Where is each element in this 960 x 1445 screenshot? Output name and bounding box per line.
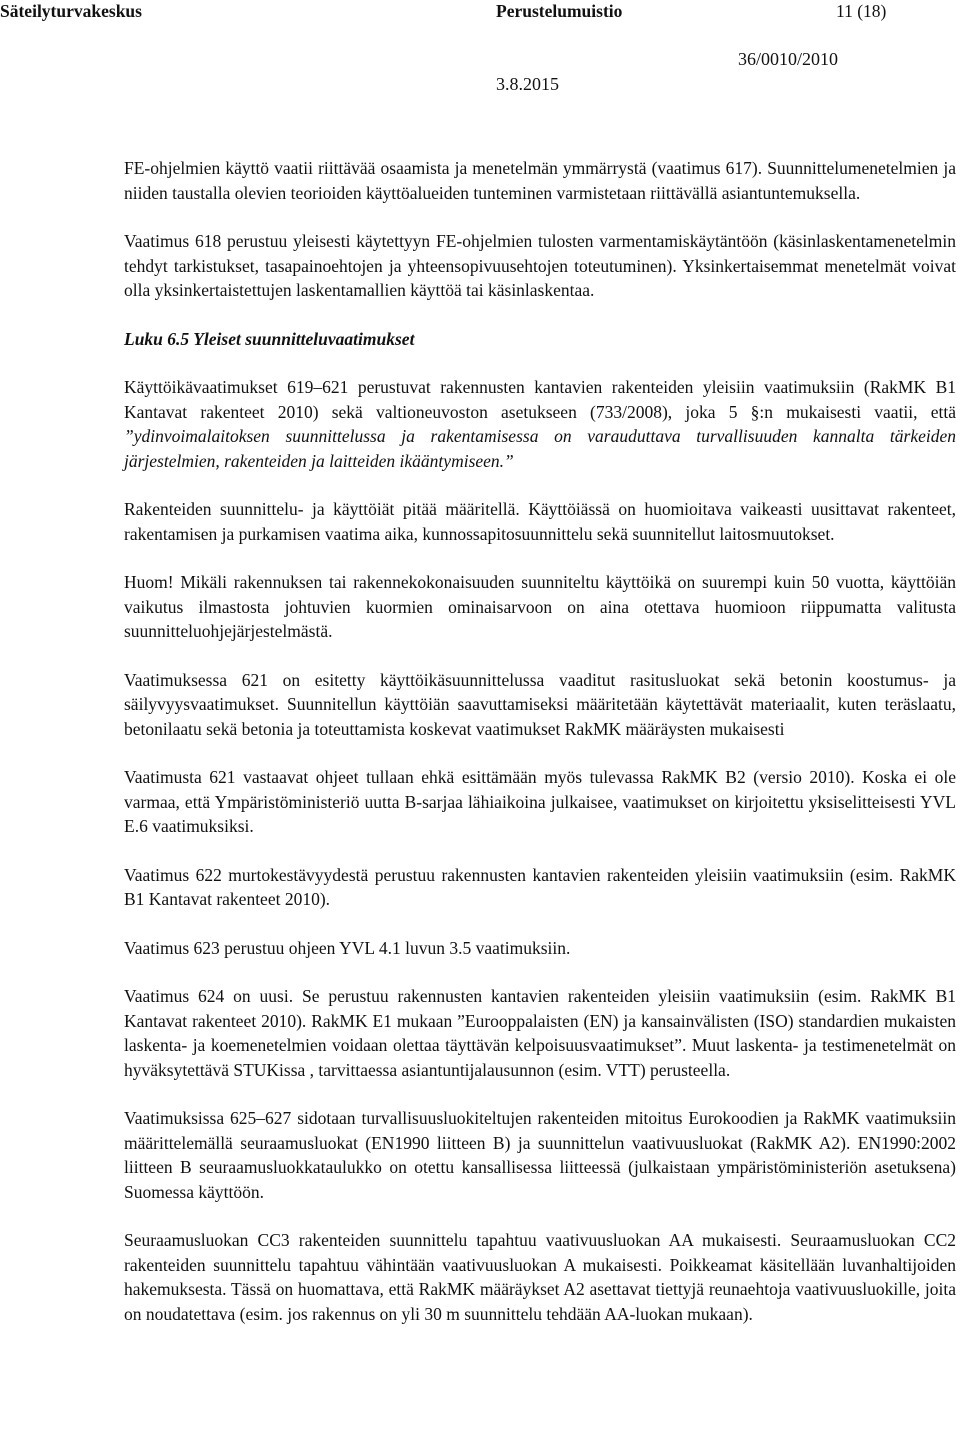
document-body <box>124 156 956 1326</box>
paragraph: FE-ohjelmien käyttö vaatii riittävää osaamista ja menetelmän ymmärrystä (vaatimus 617). Suunnittelumenetelmien ja niiden taustalla olevien teorioiden käyttöalueiden tunteminen varmistetaan riittävällä asiantuntemuksella. <box>124 158 956 203</box>
paragraph-text: Käyttöikävaatimukset 619–621 perustuvat rakennusten kantavien rakenteiden yleisiin vaatimuksiin (RakMK B1 Kantavat rakenteet 2010) sekä valtioneuvoston asetukseen (733/2008), joka 5 §:n mukaisesti vaatii, että <box>124 377 956 422</box>
section-heading: Luku 6.5 Yleiset suunnitteluvaatimukset <box>124 328 415 349</box>
page-number: 11 (18) <box>836 1 887 21</box>
paragraph: Huom! Mikäli rakennuksen tai rakennekokonaisuuden suunniteltu käyttöikä on suurempi kuin 50 vuotta, käyttöiän vaikutus ilmastosta johtuvien kuormien ominaisarvoon on aina otettava huomioon riippumatta valitusta suunnitteluohjejärjestelmästä. <box>124 572 956 641</box>
paragraph: Rakenteiden suunnittelu- ja käyttöiät pitää määritellä. Käyttöiässä on huomioitava vaikeasti uusittavat rakenteet, rakentamisen ja purkamisen vaatima aika, kunnossapitosuunnittelu sekä suunnitellut laitosmuutokset. <box>124 499 956 544</box>
document-number: 36/0010/2010 <box>738 49 839 69</box>
paragraph: Vaatimusta 621 vastaavat ohjeet tullaan ehkä esittämään myös tulevassa RakMK B2 (versio 2010). Koska ei ole varmaa, että Ympäristöministeriö uutta B-sarjaa lähiaikoina julkaisee, vaatimukset on kirjoitettu yksiselitteisesti YVL E.6 vaatimuksiksi. <box>124 767 956 836</box>
paragraph: Seuraamusluokan CC3 rakenteiden suunnittelu tapahtuu vaativuusluokan AA mukaisesti. Seuraamusluokan CC2 rakenteiden suunnittelu tapahtuu vähintään vaativuusluokan A mukaisesti. Poikkeamat käsitellään luvanhaltijoiden hakemuksesta. Tässä on huomattava, että RakMK määräykset A2 asettavat tiettyjä reunaehtoja vaativuusluokille, joita on noudatettava (esim. jos rakennus on yli 30 m suunnittelu tehdään AA-luokan mukaan). <box>124 1230 956 1324</box>
organization-name: Säteilyturvakeskus <box>0 1 142 21</box>
paragraph: Vaatimus 622 murtokestävyydestä perustuu rakennusten kantavien rakenteiden yleisiin vaatimuksiin (esim. RakMK B1 Kantavat rakenteet 2010). <box>124 864 956 909</box>
paragraph: Vaatimuksessa 621 on esitetty käyttöikäsuunnittelussa vaaditut rasitusluokat sekä betonin koostumus- ja säilyvyysvaatimukset. Suunnitellun käyttöiän saavuttamiseksi määritetään käytettävät materiaalit, kuten teräslaatu, betonilaatu sekä betonia ja toteuttamista koskevat vaatimukset RakMK määräysten mukaisesti <box>124 669 956 739</box>
paragraph: Vaatimus 624 on uusi. Se perustuu rakennusten kantavien rakenteiden yleisiin vaatimuksiin (esim. RakMK B1 Kantavat rakenteet 2010). RakMK E1 mukaan ”Eurooppalaisten (EN) ja kansainvälisten (ISO) standardien mukaisten laskenta- ja koemenetelmien voidaan olettaa täyttävän kelpoisuusvaatimukset”. Muut laskenta- ja testimenetelmät on hyväksytettävä STUKissa , tarvittaessa asiantuntijalausunnon (esim. VTT) perusteella. <box>124 986 956 1080</box>
document-date: 3.8.2015 <box>496 74 559 94</box>
paragraph: Vaatimuksissa 625–627 sidotaan turvallisuusluokiteltujen rakenteiden mitoitus Eurokoodien ja RakMK vaatimuksiin määrittelemällä seuraamusluokat (EN1990 liitteen B) ja suunnittelun vaativuusluokat (RakMK A2). EN1990:2002 liitteen B seuraamusluokkataulukko on otettu kansallisessa liitteessä (julkaistaan ympäristöministeriön asetuksena) Suomessa käyttöön. <box>124 1108 956 1202</box>
paragraph <box>124 375 956 473</box>
paragraph: Vaatimus 618 perustuu yleisesti käytettyyn FE-ohjelmien tulosten varmentamiskäytäntöön (käsinlaskentamenetelmin tehdyt tarkistukset, tasapainoehtojen ja yhteensopivuusehtojen toteutuminen). Yksinkertaisemmat menetelmät voivat olla yksinkertaistettujen laskentamallien käyttöä tai käsinlaskentaa. <box>124 231 956 300</box>
quotation: ”ydinvoimalaitoksen suunnittelussa ja rakentamisessa on varauduttava turvallisuuden kannalta tärkeiden järjestelmien, rakenteiden ja laitteiden ikääntymiseen.” <box>124 426 956 471</box>
paragraph: Vaatimus 623 perustuu ohjeen YVL 4.1 luvun 3.5 vaatimuksiin. <box>124 937 571 958</box>
document-type: Perustelumuistio <box>496 1 623 21</box>
